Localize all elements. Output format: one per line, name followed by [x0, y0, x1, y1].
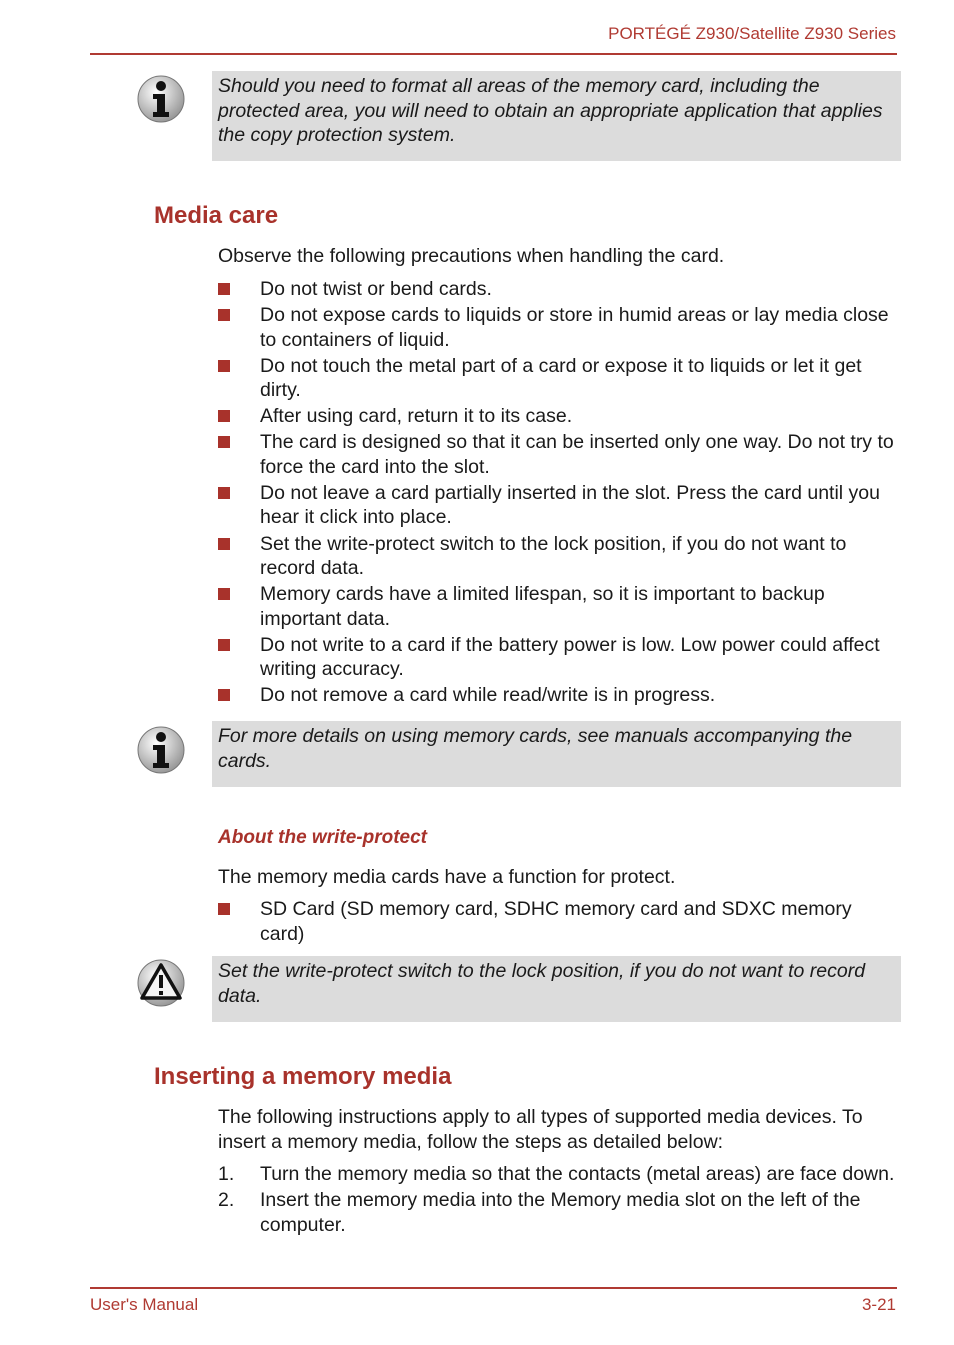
list-item-text: Do not expose cards to liquids or store in humid areas or lay media close to containers of liquid.: [260, 304, 889, 351]
list-item: [218, 430, 898, 479]
list-item-text: The card is designed so that it can be inserted only one way. Do not try to force the card into the slot.: [260, 431, 894, 478]
list-item: [218, 532, 898, 581]
step-text: Insert the memory media into the Memory media slot on the left of the computer.: [260, 1189, 861, 1236]
bullet-square-icon: [218, 588, 230, 600]
section-heading-inserting: Inserting a memory media: [154, 1063, 452, 1090]
step-number: 1.: [218, 1163, 235, 1185]
list-item: [218, 277, 898, 302]
list-item-text: Do not write to a card if the battery power is low. Low power could affect writing accuracy.: [260, 633, 880, 681]
list-item: [218, 404, 898, 429]
step-text: Turn the memory media so that the contacts (metal areas) are face down.: [260, 1163, 895, 1185]
inserting-intro: The following instructions apply to all types of supported media devices. To insert a memory media, follow the steps as detailed below:: [218, 1106, 863, 1153]
footer-rule: [90, 1287, 897, 1289]
list-item: [218, 582, 898, 631]
step-item: [218, 1188, 898, 1237]
warning-icon: [136, 958, 186, 1008]
bullet-square-icon: [218, 410, 230, 422]
bullet-square-icon: [218, 689, 230, 701]
list-item-text: Memory cards have a limited lifespan, so it is important to backup important data.: [260, 583, 825, 630]
list-item-text: Do not touch the metal part of a card or expose it to liquids or let it get dirty.: [260, 354, 862, 402]
bullet-square-icon: [218, 487, 230, 499]
bullet-square-icon: [218, 436, 230, 448]
header-rule: [90, 53, 897, 55]
write-protect-intro: The memory media cards have a function for protect.: [218, 866, 676, 888]
warning-box: Set the write-protect switch to the lock position, if you do not want to record data.: [212, 956, 901, 1022]
list-item-text: Do not leave a card partially inserted in the slot. Press the card until you hear it click into place.: [260, 481, 880, 529]
page-number: 3-21: [861, 1295, 896, 1314]
list-item-text: Do not remove a card while read/write is in progress.: [260, 684, 716, 707]
list-item-text: SD Card (SD memory card, SDHC memory card and SDXC memory card): [260, 898, 852, 945]
write-protect-list: [218, 897, 898, 948]
subsection-heading-write-protect: About the write-protect: [218, 827, 427, 848]
bullet-square-icon: [218, 903, 230, 915]
bullet-square-icon: [218, 360, 230, 372]
step-item: [218, 1162, 898, 1187]
list-item: [218, 897, 898, 946]
info-icon: [136, 725, 186, 775]
media-care-intro: Observe the following precautions when handling the card.: [218, 245, 725, 267]
media-care-list: [218, 277, 898, 709]
bullet-square-icon: [218, 283, 230, 295]
running-header: PORTÉGÉ Z930/Satellite Z930 Series: [608, 24, 896, 43]
bullet-square-icon: [218, 639, 230, 651]
list-item-text: After using card, return it to its case.: [260, 405, 573, 428]
list-item: [218, 481, 898, 530]
list-item: [218, 683, 898, 708]
footer-manual-title: User's Manual: [90, 1295, 199, 1314]
step-number: 2.: [218, 1189, 235, 1212]
info-icon: [136, 74, 186, 124]
list-item-text: Set the write-protect switch to the lock position, if you do not want to record data.: [260, 532, 847, 580]
list-item: [218, 633, 898, 682]
note-box: For more details on using memory cards, see manuals accompanying the cards.: [212, 721, 901, 787]
list-item: [218, 354, 898, 403]
bullet-square-icon: [218, 538, 230, 550]
note-box: Should you need to format all areas of the memory card, including the protected area, you will need to obtain an appropriate application that applies the copy protection system.: [212, 71, 901, 161]
list-item-text: Do not twist or bend cards.: [260, 278, 492, 300]
bullet-square-icon: [218, 309, 230, 321]
section-heading-media-care: Media care: [154, 202, 279, 229]
inserting-steps: [218, 1162, 898, 1239]
list-item: [218, 303, 898, 352]
